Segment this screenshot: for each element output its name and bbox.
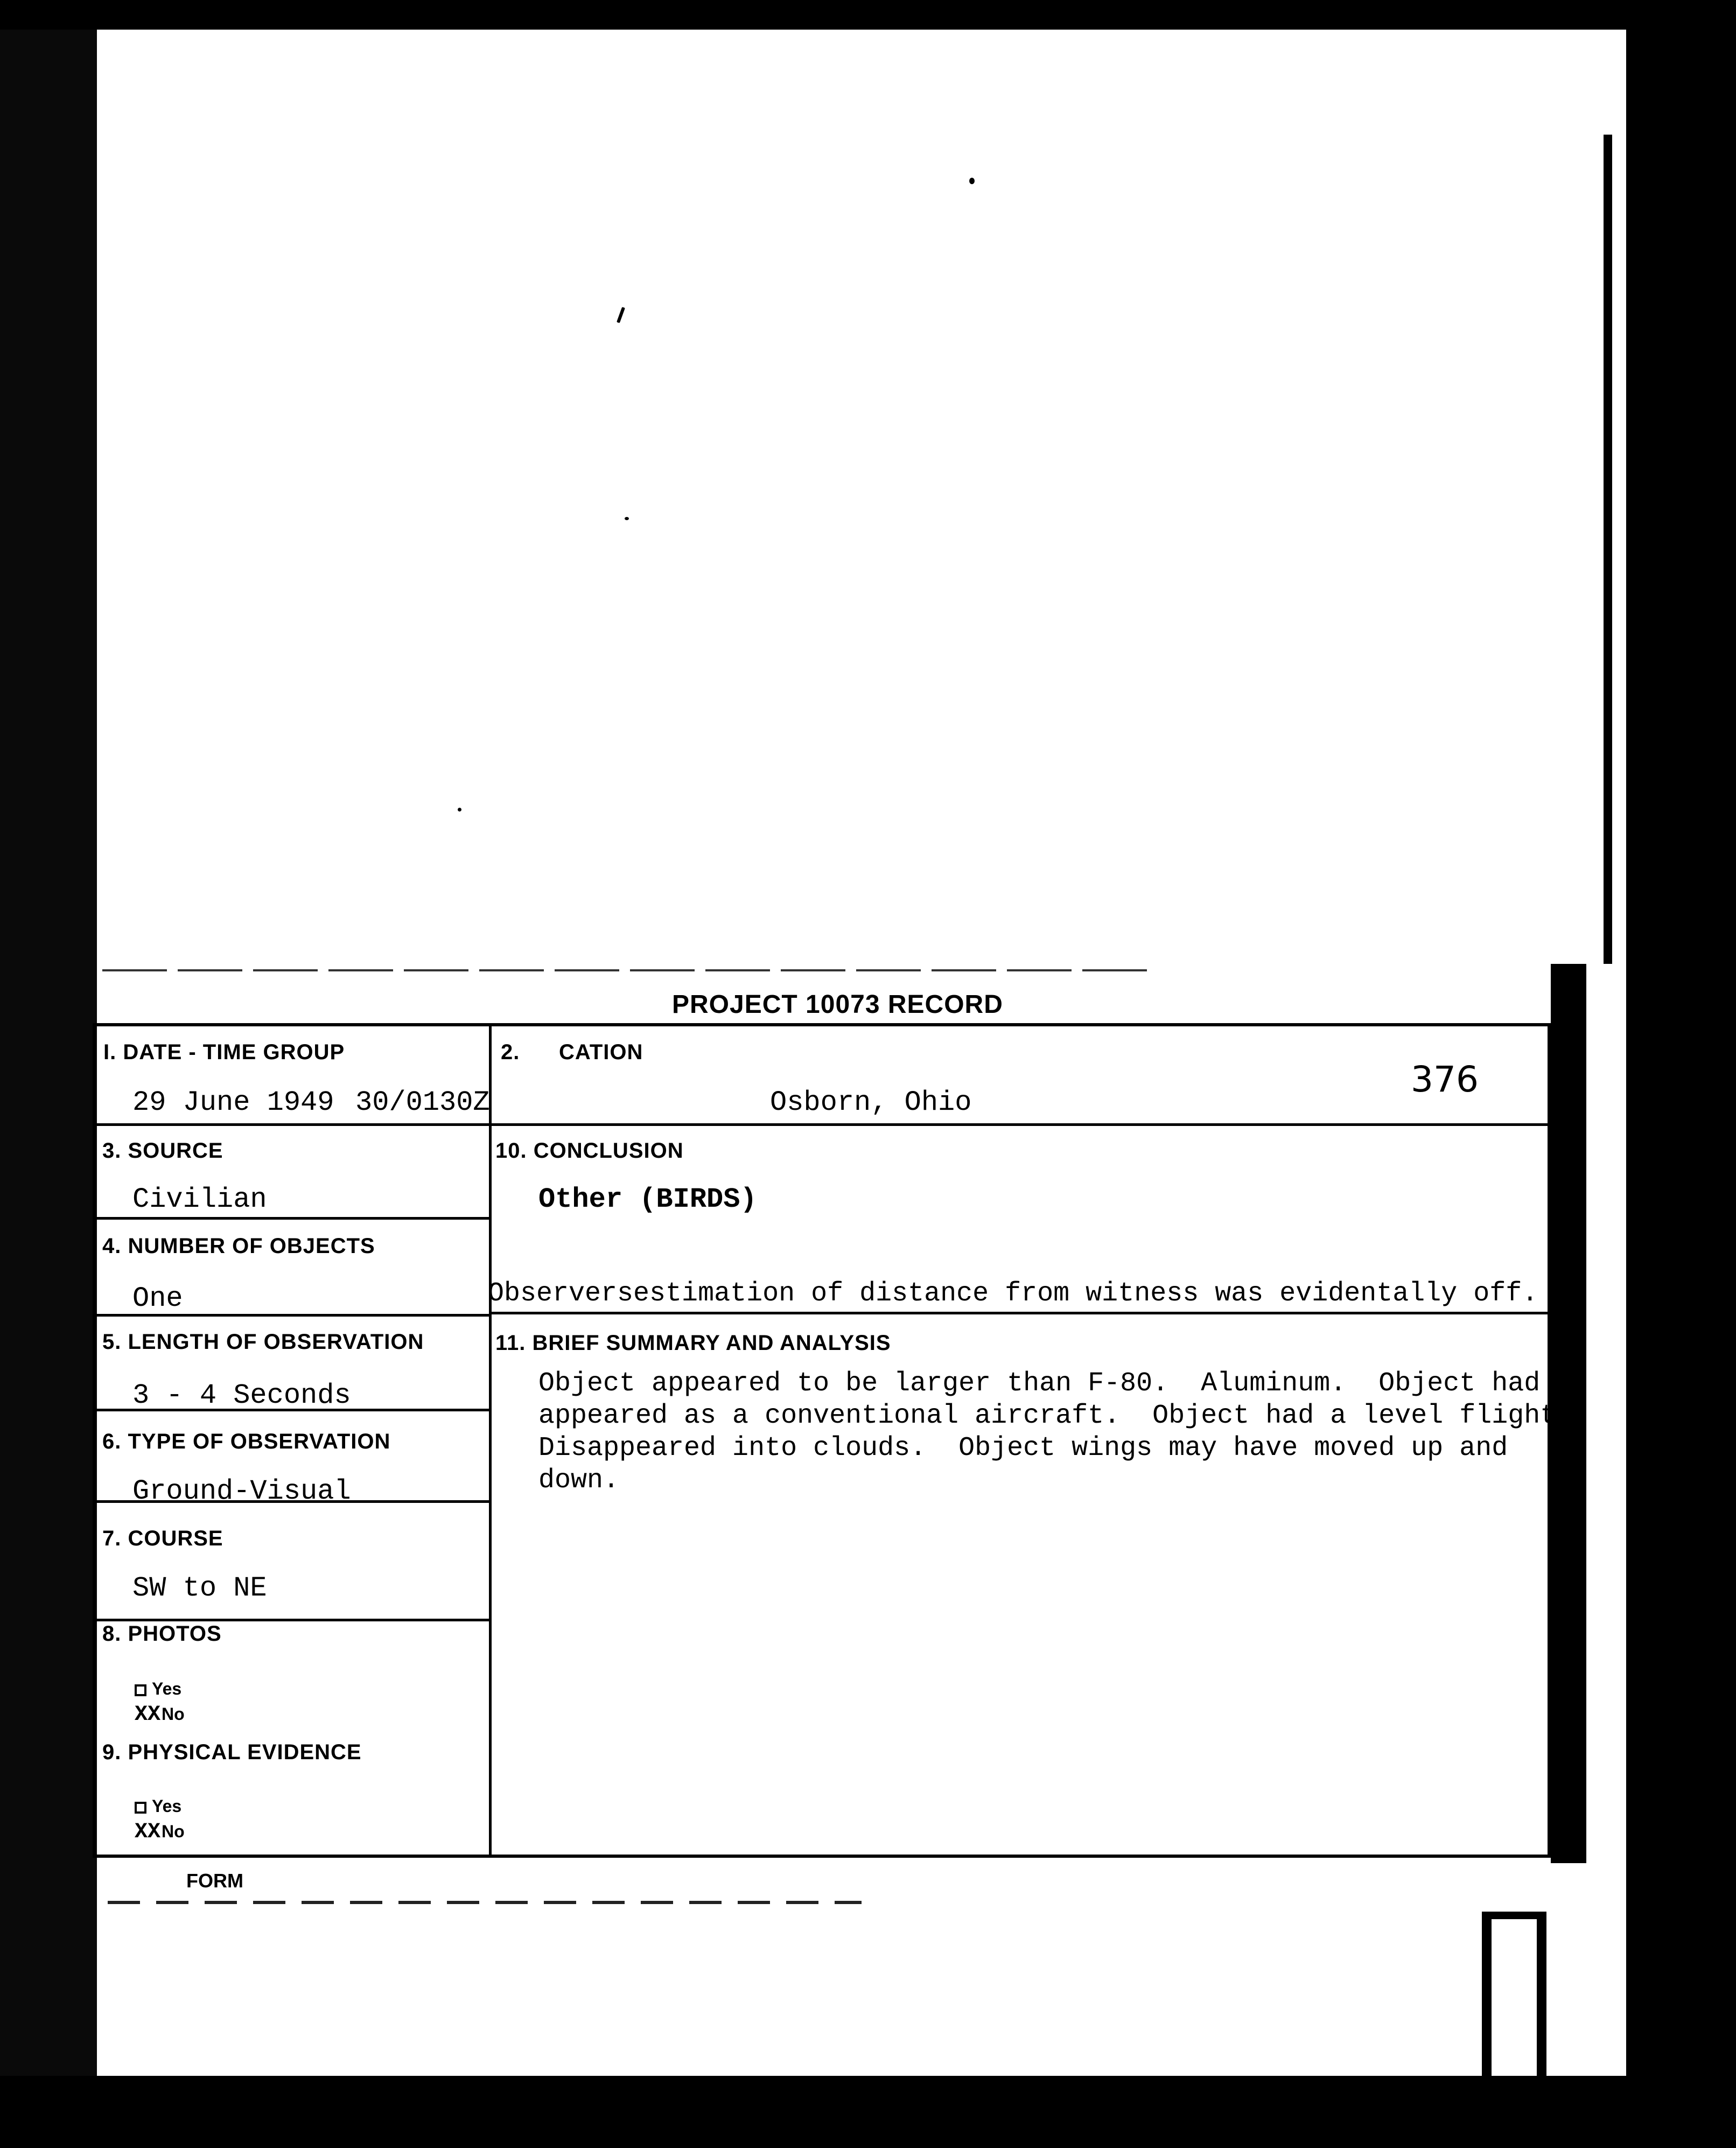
physical-evidence-label: 9. PHYSICAL EVIDENCE bbox=[102, 1740, 362, 1764]
speck bbox=[969, 178, 975, 184]
physical-evidence-no-mark: XX bbox=[135, 1820, 161, 1844]
film-bracket bbox=[1482, 1912, 1546, 2105]
date-value: 29 June 1949 bbox=[132, 1087, 334, 1118]
form-title: PROJECT 10073 RECORD bbox=[672, 990, 1003, 1019]
speck bbox=[458, 808, 461, 811]
photos-no-option bbox=[135, 1703, 185, 1727]
date-time-label: I. DATE - TIME GROUP bbox=[103, 1040, 345, 1064]
speck bbox=[625, 517, 629, 520]
reference-number: 376 bbox=[1411, 1059, 1479, 1100]
photos-label: 8. PHOTOS bbox=[102, 1622, 222, 1646]
photos-yes-option bbox=[135, 1679, 181, 1699]
conclusion-value: Other (BIRDS) bbox=[538, 1184, 757, 1215]
film-bar-right-2 bbox=[1640, 135, 1653, 1082]
row-divider bbox=[96, 1123, 492, 1126]
physical-evidence-yes-checkbox bbox=[135, 1802, 146, 1814]
source-value: Civilian bbox=[132, 1184, 267, 1215]
summary-text: Object appeared to be larger than F-80. Aluminum. Object had appeared as a conventional aircraft. Object had a level flight. Disappeared into clouds. Object wings may have moved up and down. bbox=[538, 1368, 1573, 1496]
location-label: 2. CATION bbox=[501, 1040, 643, 1064]
type-of-observation-label: 6. TYPE OF OBSERVATION bbox=[102, 1430, 391, 1453]
physical-evidence-yes-text: Yes bbox=[152, 1796, 182, 1816]
column-divider bbox=[489, 1026, 492, 1855]
physical-evidence-yes-option bbox=[135, 1796, 181, 1816]
physical-evidence-no-option bbox=[135, 1820, 185, 1844]
source-label: 3. SOURCE bbox=[102, 1139, 223, 1163]
film-bar-right-1 bbox=[1604, 135, 1612, 964]
conclusion-note: Observersestimation of distance from witness was evidentally off. bbox=[488, 1278, 1538, 1309]
number-of-objects-value: One bbox=[132, 1283, 183, 1314]
form-footer-label: FORM bbox=[186, 1870, 243, 1892]
course-value: SW to NE bbox=[132, 1572, 267, 1604]
physical-evidence-no-text: No bbox=[162, 1822, 185, 1841]
time-value: 30/0130Z bbox=[355, 1087, 490, 1118]
footer-rule bbox=[108, 1901, 862, 1904]
photos-yes-checkbox bbox=[135, 1684, 146, 1696]
row-divider bbox=[96, 1619, 492, 1621]
length-of-observation-label: 5. LENGTH OF OBSERVATION bbox=[102, 1330, 424, 1354]
course-label: 7. COURSE bbox=[102, 1527, 223, 1550]
summary-label: 11. BRIEF SUMMARY AND ANALYSIS bbox=[495, 1331, 891, 1355]
top-rule bbox=[102, 969, 1152, 971]
photos-no-text: No bbox=[162, 1704, 185, 1724]
photos-yes-text: Yes bbox=[152, 1679, 182, 1698]
length-of-observation-value: 3 - 4 Seconds bbox=[132, 1380, 351, 1411]
film-edge bbox=[0, 30, 97, 2076]
location-value: Osborn, Ohio bbox=[770, 1087, 972, 1118]
type-of-observation-value: Ground-Visual bbox=[132, 1475, 351, 1507]
row-divider bbox=[489, 1123, 1554, 1126]
conclusion-label: 10. CONCLUSION bbox=[495, 1139, 684, 1163]
row-divider bbox=[489, 1312, 1554, 1314]
photos-no-mark: XX bbox=[135, 1703, 161, 1727]
row-divider bbox=[96, 1217, 492, 1220]
number-of-objects-label: 4. NUMBER OF OBJECTS bbox=[102, 1234, 375, 1258]
